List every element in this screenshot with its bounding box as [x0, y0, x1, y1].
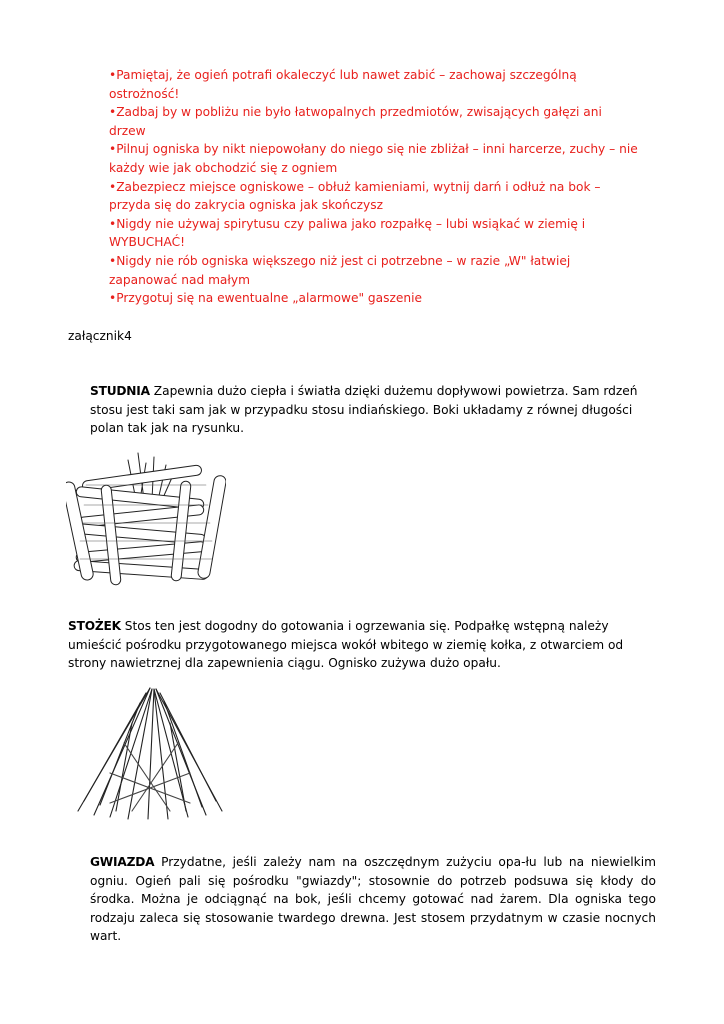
section-gwiazda: [90, 853, 656, 946]
well-campfire-illustration: [66, 445, 226, 595]
safety-rule: •Zadbaj by w pobliżu nie było łatwopalnych przedmiotów, zwisających gałęzi ani drzew: [109, 105, 602, 138]
safety-rules-list: [109, 66, 639, 308]
section-title: GWIAZDA: [90, 855, 155, 869]
section-stozek: [68, 617, 650, 673]
safety-rule: •Pilnuj ogniska by nikt niepowołany do niego się nie zbliżał – inni harcerze, zuchy – nie każdy wie jak obchodzić się z ogniem: [109, 142, 638, 175]
safety-rule: •Pamiętaj, że ogień potrafi okaleczyć lub nawet zabić – zachowaj szczególną ostrożność!: [109, 68, 577, 101]
section-title: STOŻEK: [68, 619, 121, 633]
section-body: Stos ten jest dogodny do gotowania i ogrzewania się. Podpałkę wstępną należy umieścić pośrodku przygotowanego miejsca wokół wbitego w ziemię kołka, z otwarciem od strony nawietrznej dla zapewnienia ciągu. Ognisko zużywa dużo opału.: [68, 619, 624, 671]
safety-rule: •Zabezpiecz miejsce ogniskowe – obłuż kamieniami, wytnij darń i odłuż na bok – przyda się do zakrycia ogniska jak skończysz: [109, 179, 601, 213]
safety-rule: •Przygotuj się na ewentualne „alarmowe" gaszenie: [109, 291, 422, 306]
section-title: STUDNIA: [90, 384, 150, 398]
section-body: Przydatne, jeśli zależy nam na oszczędnym zużyciu opa-łu lub na niewielkim ogniu. Ogień pali się pośrodku "gwiazdy"; stosownie do potrzeb podsuwa się kłody do środka. Można je odciągnąć na bok, jeśli chcemy gotować nad żarem. Dla ogniska tego rodzaju zaleca się stosowanie twardego drewna. Jest stosem przydatnym w czasie nocnych wart.: [90, 855, 656, 944]
safety-rule: •Nigdy nie rób ogniska większego niż jest ci potrzebne – w razie „W" łatwiej zapanować nad małym: [109, 253, 571, 287]
safety-rule: •Nigdy nie używaj spirytusu czy paliwa jako rozpałkę – lubi wsiąkać w ziemię i WYBUCHAĆ!: [109, 216, 586, 250]
cone-campfire-illustration: [70, 683, 230, 823]
section-body: Zapewnia dużo ciepła i światła dzięki dużemu dopływowi powietrza. Sam rdzeń stosu jest taki sam jak w przypadku stosu indiańskiego. Boki układamy z równej długości polan tak jak na rysunku.: [90, 384, 638, 436]
section-studnia: [90, 382, 656, 438]
attachment-label: załącznik4: [68, 329, 132, 343]
